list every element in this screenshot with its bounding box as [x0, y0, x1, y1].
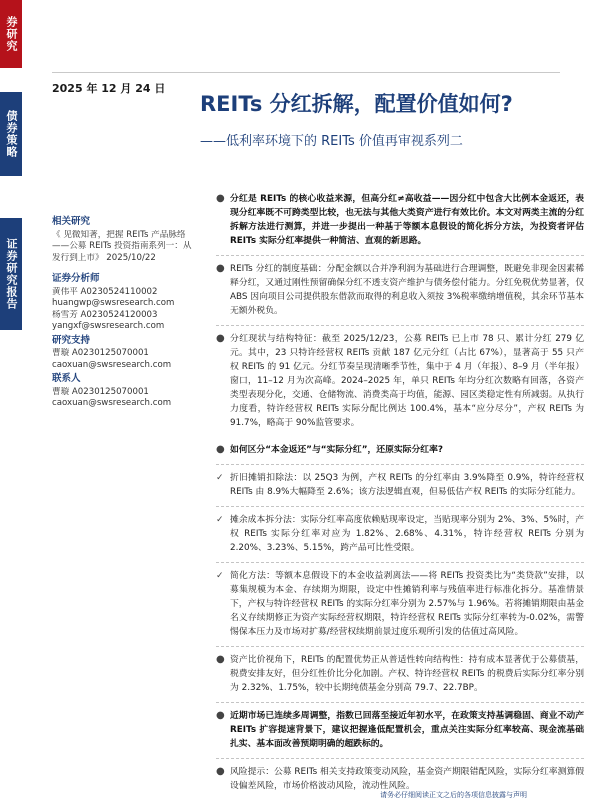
support-title: 研究支持	[52, 334, 91, 346]
side-tab-research: 券研究	[0, 0, 22, 68]
related-line[interactable]: 《 见微知著，把握 REITs 产品脉络	[52, 229, 186, 240]
research-support	[52, 335, 202, 372]
related-line[interactable]: ——公募 REITs 投资指南系列一：从	[52, 241, 192, 251]
bullet-icon: ●	[216, 710, 225, 721]
support-email[interactable]: caoxuan@swsresearch.com	[52, 359, 172, 370]
bullet-icon: ●	[216, 193, 225, 204]
bullet-icon: ●	[216, 654, 225, 665]
paragraph-text: 如何区分“本金返还”与“实际分红”，还原实际分红率?	[230, 445, 443, 455]
paragraph-text: 资产比价视角下，REITs 的配置优势正从普适性转向结构性：持有成本显著优于公募债基，税费安排友好，但分红性价比分化加剧。产权、特许经营权 REITs 的税费后实际分红率分别为 2.32%、1.75%，较中长期纯债基金分别高 79.7、22.7BP。	[230, 655, 584, 693]
related-research-title: 相关研究	[52, 216, 91, 227]
summary-paragraph	[216, 471, 584, 507]
side-tab-bond-strategy: 债券策略	[0, 92, 22, 176]
side-tab-report-type: 证券研究报告	[0, 218, 22, 330]
check-icon: ✓	[216, 515, 224, 525]
bullet-icon: ●	[216, 444, 225, 455]
header-rule	[52, 72, 560, 73]
report-date: 2025 年 12 月 24 日	[52, 82, 166, 95]
paragraph-text: 简化方法：等额本息假设下的本金收益剥离法——将 REITs 投资类比为“类贷款”安排，以募集规模为本金、存续期为期限，设定中性摊销利率与残值率进行标准化拆分。基准情景下，产权与特许经营权 REITs 的实际分红率分别为 2.57%与 1.96%。若将摊销期限由基金名义存续期修正为资产实际经营权期限，特许经营权 REITs 实际分红率转为-0.02%，需警惕保本压力及市场对扩募/经营权续期前景过度乐观所引发的估值过高风险。	[230, 571, 584, 637]
bullet-icon: ●	[216, 333, 225, 344]
related-research	[52, 216, 202, 264]
analyst-line: 黄伟平 A0230524110002	[52, 286, 158, 297]
contact-line: 曹璇 A0230125070001	[52, 386, 149, 397]
paragraph-text: 风险提示：公募 REITs 相关支持政策变动风险，基金资产期限错配风险，实际分红率测算假设偏差风险，市场价格波动风险，流动性风险。	[230, 767, 584, 791]
paragraph-text: 分红是 REITs 的核心收益来源，但高分红≠高收益——因分红中包含大比例本金返还，表现分红率既不可跨类型比较，也无法与其他大类资产进行有效比价。本文对两类主流的分红拆解方法进行测算，并进一步提出一种基于等额本息假设的简化拆分方法，为投资者评估 REITs 实际分红率提供一种简洁、直观的新思路。	[230, 194, 584, 246]
left-sidebar	[52, 216, 202, 419]
contact-title: 联系人	[52, 373, 81, 384]
related-line[interactable]: 发行到上市》 2025/10/22	[52, 252, 156, 263]
check-icon: ✓	[216, 571, 224, 581]
paragraph-text: 分红现状与结构特征：截至 2025/12/23，公募 REITs 已上市 78 只、累计分红 279 亿元。其中，23 只特许经营权 REITs 贡献 187 亿元分红（占比 67%），显著高于 55 只产权 REITs 的 91 亿元。分红节奏呈现清晰季节性，集中于 4 月（年报）、8–9 月（半年报）窗口，11–12 月为次高峰。2024–2025 年，单只 REITs 年均分红次数略有回落，各资产类型表现分化，交通、仓储物流、消费类高于均值，能源、园区类稳定性有所减弱。从执行力度看，特许经营权 REITs 实际分配比例达 100.4%，基本“应分尽分”，产权 REITs 为 91.7%，略高于 90%监管要求。	[230, 334, 584, 428]
paragraph-text: 近期市场已连续多周调整，指数已回落至接近年初水平，在政策支持基调稳固、商业不动产 REITs 扩容提速背景下，建议把握逢低配置机会，重点关注实际分红率较高、现金流基础扎实、基本面改善预期明确的超跌标的。	[230, 711, 584, 749]
summary-paragraph	[216, 262, 584, 326]
summary-paragraph	[216, 332, 584, 437]
analyst-email[interactable]: yangxf@swsresearch.com	[52, 321, 165, 331]
support-line: 曹璇 A0230125070001	[52, 348, 149, 358]
summary-paragraph	[216, 569, 584, 647]
analyst-email[interactable]: huangwp@swsresearch.com	[52, 298, 175, 308]
disclaimer-footer: 请务必仔细阅读正文之后的各项信息披露与声明	[380, 791, 527, 799]
report-subtitle: ——低利率环境下的 REITs 价值再审视系列二	[200, 134, 463, 149]
summary-paragraph	[216, 192, 584, 256]
paragraph-text: 折旧摊销扣除法：以 25Q3 为例，产权 REITs 的分红率由 3.9%降至 0.9%，特许经营权 REITs 由 8.9%大幅降至 2.6%；该方法逻辑直观，但易低估产权 REITs 的实际分红能力。	[230, 473, 584, 497]
summary-paragraph	[216, 709, 584, 759]
summary-paragraph	[216, 443, 584, 465]
analysts-title: 证券分析师	[52, 273, 100, 284]
summary-paragraph	[216, 513, 584, 563]
analysts	[52, 273, 202, 333]
bullet-icon: ●	[216, 766, 225, 777]
contact-email[interactable]: caoxuan@swsresearch.com	[52, 398, 172, 408]
paragraph-text: REITs 分红的制度基础：分配金额以合并净利润为基础进行合理调整，既避免非现金因素稀释分红，又通过刚性预留确保分红不透支资产维护与债务偿付能力。分红免税优势显著，仅 ABS 因向项目公司提供股东借款而取得的利息收入须按 3%税率缴纳增值税，其余环节基本无额外税负。	[230, 264, 584, 316]
check-icon: ✓	[216, 473, 224, 483]
summary-paragraph	[216, 653, 584, 703]
analyst-line: 杨雪芳 A0230524120003	[52, 309, 158, 320]
contact	[52, 373, 202, 410]
paragraph-text: 摊余成本拆分法：实际分红率高度依赖贴现率设定，当贴现率分别为 2%、3%、5%时，产权 REITs 实际分红率对应为 1.82%、2.68%、4.31%，特许经营权 REITs 分别为 2.20%、3.23%、5.15%，跨产品可比性受限。	[230, 515, 584, 553]
report-title: REITs 分红拆解，配置价值如何?	[200, 92, 513, 116]
summary-body	[216, 192, 584, 800]
bullet-icon: ●	[216, 263, 225, 274]
